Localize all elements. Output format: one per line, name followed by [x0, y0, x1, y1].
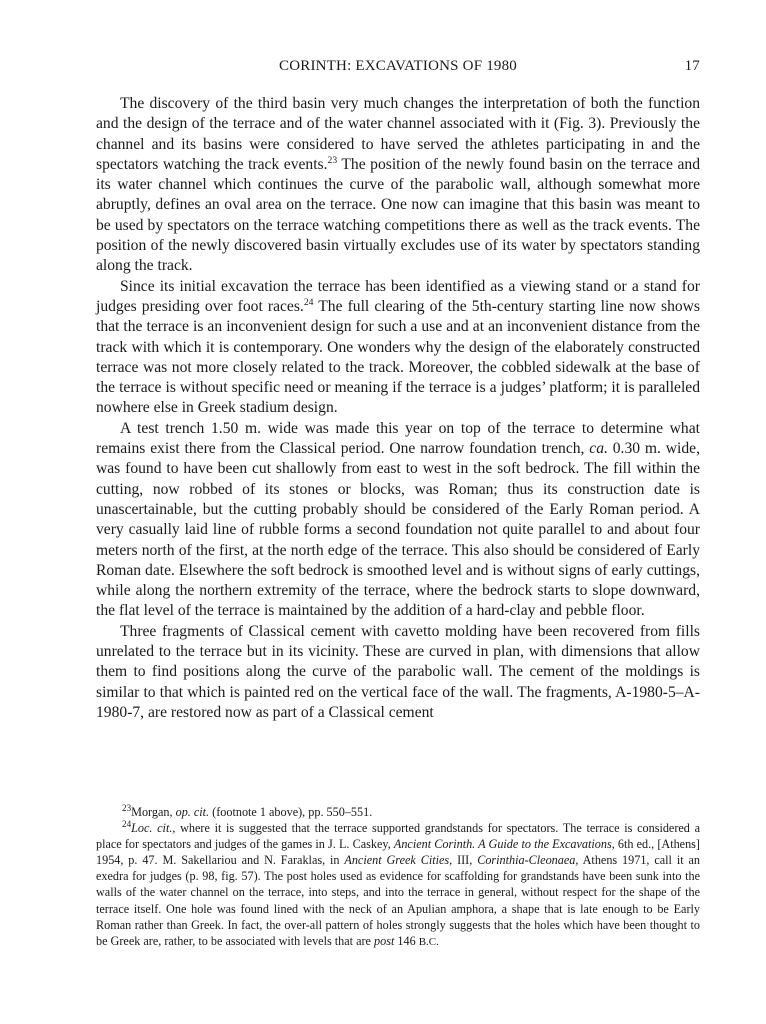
paragraph-3-ca: ca. [589, 440, 608, 458]
footnote-23-rest: (footnote 1 above), pp. 550–551. [209, 805, 373, 819]
footnote-23 [96, 804, 700, 820]
footnote-24-post: post [374, 933, 395, 948]
footnote-23-author: Morgan, [131, 805, 176, 819]
footnote-ref-23: 23 [327, 154, 338, 166]
footnote-24-text-2: , 6th ed., [Athens] 1954, p. 47. M. Sakellariou and N. Faraklas, in [96, 837, 700, 868]
body-text [96, 94, 700, 723]
paragraph-2-text-b: The full clearing of the 5th-century starting line now shows that the terrace is an inconvenient design for such a use and at an inconvenient distance from the track with which it is contemporary. One wonders why the design of the elaborately constructed terrace was not more closely related to the track. Moreover, the cobbled sidewalk at the base of the terrace is without specific need or meaning if the terrace is a judges’ platform; it is paralleled nowhere else in Greek stadium design. [96, 297, 700, 417]
footnote-23-mark: 23 [122, 802, 132, 813]
running-title: CORINTH: EXCAVATIONS OF 1980 [279, 58, 517, 74]
running-header [96, 58, 700, 80]
paragraph-3-text-b: 0.30 m. wide, was found to have been cut shallowly from east to west in the soft bedrock. The fill within the cutting, now robbed of its stones or blocks, was Roman; thus its construction date is unascertainable, but the cutting probably should be considered of the Early Roman period. A very casually laid line of rubble forms a second foundation not quite parallel to and about four meters north of the first, at the north edge of the terrace. This also should be considered of Early Roman date. Elsewhere the soft bedrock is smoothed level and is without signs of early cuttings, while along the northern extremity of the terrace, where the bedrock starts to slope downward, the flat level of the terrace is maintained by the addition of a hard-clay and pebble floor. [96, 440, 700, 620]
footnote-24-title-1: Ancient Corinth. A Guide to the Excavations [393, 837, 612, 852]
footnote-24-title-2: Ancient Greek Cities [344, 853, 450, 868]
footnote-24-title-3: Corinthia-Cleonaea [477, 853, 576, 868]
page-number: 17 [684, 58, 700, 74]
footnote-24-bc: B.C. [418, 935, 439, 948]
paragraph-1-text-b: The position of the newly found basin on the terrace and its water channel which continues the curve of the parabolic wall, although somewhat more abruptly, defines an oval area on the terrace. One now can imagine that this basin was meant to be used by spectators on the terrace watching competitions there as well as the track events. The position of the newly discovered basin virtually excludes use of its water by spectators standing along the track. [96, 155, 701, 275]
footnote-ref-24: 24 [303, 296, 314, 308]
footnote-24-text-3: , III, [449, 853, 478, 868]
footnote-24 [96, 820, 700, 950]
paragraph-1-text-a: The discovery of the third basin very much changes the interpretation of both the function and the design of the terrace and of the water channel associated with it (Fig. 3). Previously the channel and its basins were considered to have served the athletes participating in and the spectators watching the track events. [96, 95, 700, 173]
footnotes [96, 804, 700, 950]
footnote-24-text-5: 146 [394, 933, 419, 948]
footnote-23-op-cit: op. cit. [175, 805, 210, 819]
paragraph-3-text-a: A test trench 1.50 m. wide was made this year on top of the terrace to determine what remains exist there from the Classical period. One narrow foundation trench, [96, 419, 700, 458]
footnote-24-text-1: , where it is suggested that the terrace supported grandstands for spectators. The terrace is considered a place for spectators and judges of the games in J. L. Caskey, [96, 821, 700, 852]
paragraph-1 [96, 94, 700, 277]
footnote-24-text-4: , Athens 1971, call it an exedra for judges (p. 98, fig. 57). The post holes used as evidence for scaffolding for grandstands have been sunk into the walls of the water channel on the terrace, into steps, and into the terrace in general, without respect for the shape of the terrace itself. One hole was found lined with the neck of an Apulian amphora, a shape that is late enough to be Early Roman rather than Greek. In fact, the over-all pattern of holes strongly suggests that the holes which have been thought to be Greek are, rather, to be associated with levels that are [96, 853, 700, 948]
paragraph-2-text-a: Since its initial excavation the terrace has been identified as a viewing stand or a stand for judges presiding over foot races. [96, 277, 700, 315]
paragraph-4: Three fragments of Classical cement with cavetto molding have been recovered from fills unrelated to the terrace but in its vicinity. These are curved in plan, with dimensions that allow them to find positions along the curve of the parabolic wall. The cement of the moldings is similar to that which is painted red on the vertical face of the wall. The fragments, A-1980-5–A-1980-7, are restored now as part of a Classical cement [96, 622, 700, 721]
paragraph-2 [96, 277, 700, 419]
paragraph-3 [96, 419, 700, 622]
footnote-24-mark: 24 [122, 819, 132, 830]
footnote-24-loc-cit: Loc. cit. [131, 821, 173, 836]
